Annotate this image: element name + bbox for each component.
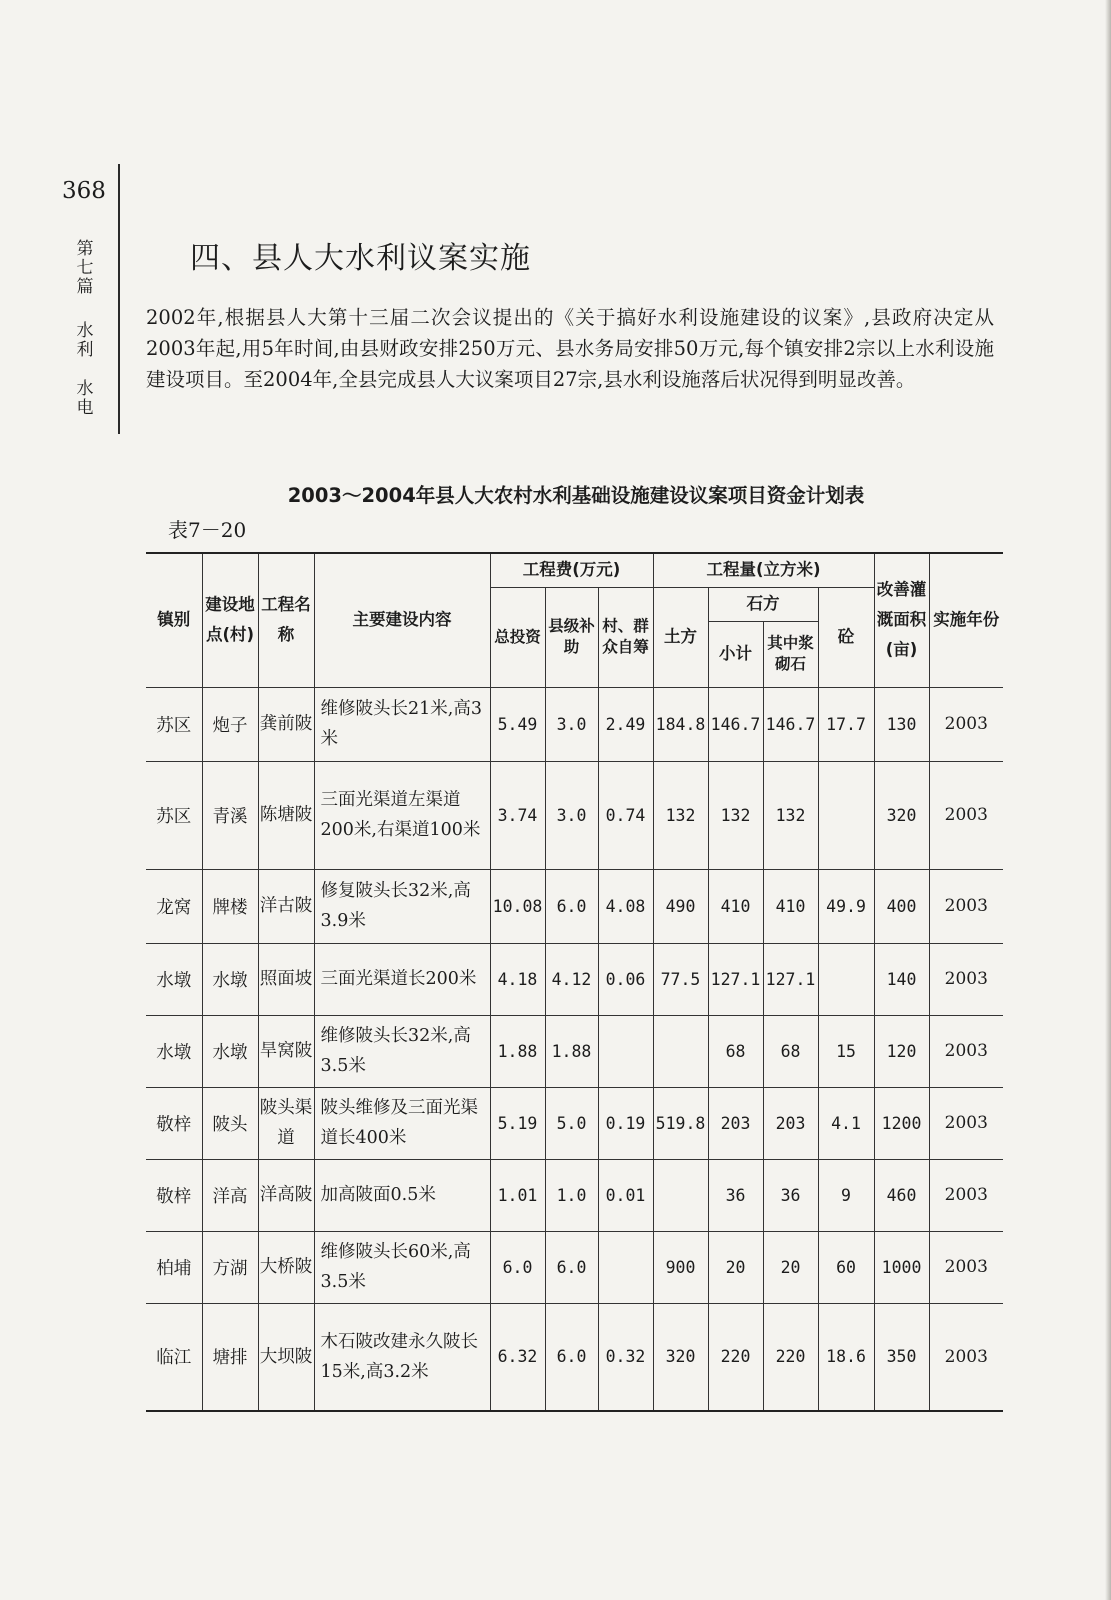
cell-year: 2003 bbox=[929, 761, 1003, 869]
cell-site: 塘排 bbox=[202, 1303, 258, 1411]
cell-site: 水墩 bbox=[202, 943, 258, 1015]
header-total: 总投资 bbox=[490, 587, 545, 687]
side-part-label: 第七篇 bbox=[76, 239, 94, 297]
header-volume: 工程量(立方米) bbox=[653, 553, 874, 587]
cell-mortar: 68 bbox=[763, 1015, 818, 1087]
cell-village: 2.49 bbox=[598, 687, 653, 761]
cell-content: 三面光渠道长200米 bbox=[314, 943, 490, 1015]
cell-county: 1.0 bbox=[545, 1159, 598, 1231]
header-cost: 工程费(万元) bbox=[490, 553, 653, 587]
cell-mortar: 20 bbox=[763, 1231, 818, 1303]
cell-project: 陂头渠道 bbox=[258, 1087, 314, 1159]
cell-concrete: 15 bbox=[818, 1015, 874, 1087]
cell-earth: 519.8 bbox=[653, 1087, 708, 1159]
cell-earth: 490 bbox=[653, 869, 708, 943]
header-site: 建设地点(村) bbox=[202, 553, 258, 687]
project-fund-table bbox=[146, 552, 1003, 1412]
cell-concrete: 9 bbox=[818, 1159, 874, 1231]
cell-village: 4.08 bbox=[598, 869, 653, 943]
cell-subtotal: 132 bbox=[708, 761, 763, 869]
cell-mortar: 220 bbox=[763, 1303, 818, 1411]
cell-project: 旱窝陂 bbox=[258, 1015, 314, 1087]
cell-total: 1.01 bbox=[490, 1159, 545, 1231]
cell-site: 洋高 bbox=[202, 1159, 258, 1231]
cell-content: 维修陂头长60米,高3.5米 bbox=[314, 1231, 490, 1303]
cell-content: 三面光渠道左渠道200米,右渠道100米 bbox=[314, 761, 490, 869]
cell-subtotal: 146.7 bbox=[708, 687, 763, 761]
cell-subtotal: 410 bbox=[708, 869, 763, 943]
cell-village bbox=[598, 1231, 653, 1303]
cell-subtotal: 203 bbox=[708, 1087, 763, 1159]
cell-mortar: 127.1 bbox=[763, 943, 818, 1015]
cell-project: 洋高陂 bbox=[258, 1159, 314, 1231]
scan-edge-shadow bbox=[1105, 0, 1111, 1600]
cell-town: 临江 bbox=[146, 1303, 202, 1411]
cell-county: 1.88 bbox=[545, 1015, 598, 1087]
header-concrete: 砼 bbox=[818, 587, 874, 687]
cell-subtotal: 36 bbox=[708, 1159, 763, 1231]
table-row bbox=[146, 687, 1003, 761]
cell-village: 0.01 bbox=[598, 1159, 653, 1231]
cell-content: 维修陂头长21米,高3米 bbox=[314, 687, 490, 761]
cell-county: 3.0 bbox=[545, 687, 598, 761]
cell-year: 2003 bbox=[929, 687, 1003, 761]
cell-town: 敬梓 bbox=[146, 1159, 202, 1231]
cell-mortar: 410 bbox=[763, 869, 818, 943]
section-title: 四、县人大水利议案实施 bbox=[190, 241, 531, 276]
cell-village: 0.06 bbox=[598, 943, 653, 1015]
cell-area: 1000 bbox=[874, 1231, 929, 1303]
cell-project: 大桥陂 bbox=[258, 1231, 314, 1303]
header-county: 县级补助 bbox=[545, 587, 598, 687]
side-sub-label: 水利 bbox=[76, 321, 94, 360]
cell-site: 陂头 bbox=[202, 1087, 258, 1159]
cell-subtotal: 68 bbox=[708, 1015, 763, 1087]
cell-project: 洋古陂 bbox=[258, 869, 314, 943]
cell-county: 4.12 bbox=[545, 943, 598, 1015]
cell-total: 1.88 bbox=[490, 1015, 545, 1087]
cell-earth: 184.8 bbox=[653, 687, 708, 761]
table-row bbox=[146, 869, 1003, 943]
cell-total: 6.32 bbox=[490, 1303, 545, 1411]
table-row bbox=[146, 1087, 1003, 1159]
cell-earth: 320 bbox=[653, 1303, 708, 1411]
cell-earth bbox=[653, 1159, 708, 1231]
cell-town: 敬梓 bbox=[146, 1087, 202, 1159]
cell-village: 0.19 bbox=[598, 1087, 653, 1159]
header-earth: 土方 bbox=[653, 587, 708, 687]
cell-town: 水墩 bbox=[146, 1015, 202, 1087]
cell-town: 苏区 bbox=[146, 761, 202, 869]
header-project: 工程名称 bbox=[258, 553, 314, 687]
cell-town: 苏区 bbox=[146, 687, 202, 761]
cell-content: 加高陂面0.5米 bbox=[314, 1159, 490, 1231]
cell-content: 木石陂改建永久陂长15米,高3.2米 bbox=[314, 1303, 490, 1411]
cell-subtotal: 20 bbox=[708, 1231, 763, 1303]
cell-project: 大坝陂 bbox=[258, 1303, 314, 1411]
cell-year: 2003 bbox=[929, 869, 1003, 943]
header-stone: 石方 bbox=[708, 587, 818, 621]
cell-concrete: 17.7 bbox=[818, 687, 874, 761]
cell-area: 400 bbox=[874, 869, 929, 943]
cell-content: 维修陂头长32米,高3.5米 bbox=[314, 1015, 490, 1087]
cell-county: 3.0 bbox=[545, 761, 598, 869]
cell-year: 2003 bbox=[929, 1087, 1003, 1159]
cell-year: 2003 bbox=[929, 943, 1003, 1015]
cell-year: 2003 bbox=[929, 1159, 1003, 1231]
cell-area: 140 bbox=[874, 943, 929, 1015]
table-number: 表7－20 bbox=[168, 518, 247, 542]
header-mortar: 其中浆砌石 bbox=[763, 621, 818, 687]
cell-site: 水墩 bbox=[202, 1015, 258, 1087]
cell-county: 6.0 bbox=[545, 1231, 598, 1303]
cell-total: 5.19 bbox=[490, 1087, 545, 1159]
cell-area: 320 bbox=[874, 761, 929, 869]
cell-total: 6.0 bbox=[490, 1231, 545, 1303]
cell-earth bbox=[653, 1015, 708, 1087]
cell-earth: 77.5 bbox=[653, 943, 708, 1015]
cell-county: 5.0 bbox=[545, 1087, 598, 1159]
table-row bbox=[146, 1231, 1003, 1303]
cell-mortar: 146.7 bbox=[763, 687, 818, 761]
cell-site: 方湖 bbox=[202, 1231, 258, 1303]
cell-area: 130 bbox=[874, 687, 929, 761]
cell-county: 6.0 bbox=[545, 869, 598, 943]
cell-area: 1200 bbox=[874, 1087, 929, 1159]
cell-village: 0.32 bbox=[598, 1303, 653, 1411]
side-sub2-label: 水电 bbox=[76, 379, 94, 418]
table-row bbox=[146, 943, 1003, 1015]
table-row bbox=[146, 761, 1003, 869]
cell-concrete bbox=[818, 943, 874, 1015]
header-subtotal: 小计 bbox=[708, 621, 763, 687]
cell-mortar: 203 bbox=[763, 1087, 818, 1159]
margin-rule bbox=[118, 164, 120, 434]
cell-area: 120 bbox=[874, 1015, 929, 1087]
table-row bbox=[146, 1303, 1003, 1411]
cell-total: 5.49 bbox=[490, 687, 545, 761]
cell-village: 0.74 bbox=[598, 761, 653, 869]
cell-area: 350 bbox=[874, 1303, 929, 1411]
cell-area: 460 bbox=[874, 1159, 929, 1231]
cell-subtotal: 127.1 bbox=[708, 943, 763, 1015]
cell-year: 2003 bbox=[929, 1015, 1003, 1087]
cell-content: 修复陂头长32米,高3.9米 bbox=[314, 869, 490, 943]
table-row bbox=[146, 1159, 1003, 1231]
cell-project: 陈塘陂 bbox=[258, 761, 314, 869]
cell-village bbox=[598, 1015, 653, 1087]
table-caption: 2003～2004年县人大农村水利基础设施建设议案项目资金计划表 bbox=[287, 484, 865, 507]
cell-town: 柏埔 bbox=[146, 1231, 202, 1303]
cell-concrete: 60 bbox=[818, 1231, 874, 1303]
cell-earth: 900 bbox=[653, 1231, 708, 1303]
header-area: 改善灌溉面积(亩) bbox=[874, 553, 929, 687]
body-paragraph: 2002年,根据县人大第十三届二次会议提出的《关于搞好水利设施建设的议案》,县政府决定从2003年起,用5年时间,由县财政安排250万元、县水务局安排50万元,每个镇安排2宗以上水利设施建设项目。至2004年,全县完成县人大议案项目27宗,县水利设施落后状况得到明显改善。 bbox=[146, 306, 994, 391]
cell-project: 龚前陂 bbox=[258, 687, 314, 761]
cell-concrete: 4.1 bbox=[818, 1087, 874, 1159]
cell-project: 照面坡 bbox=[258, 943, 314, 1015]
cell-subtotal: 220 bbox=[708, 1303, 763, 1411]
cell-year: 2003 bbox=[929, 1231, 1003, 1303]
cell-site: 青溪 bbox=[202, 761, 258, 869]
header-town: 镇别 bbox=[146, 553, 202, 687]
header-content: 主要建设内容 bbox=[314, 553, 490, 687]
cell-earth: 132 bbox=[653, 761, 708, 869]
cell-town: 龙窝 bbox=[146, 869, 202, 943]
cell-concrete bbox=[818, 761, 874, 869]
table-row bbox=[146, 1015, 1003, 1087]
cell-concrete: 49.9 bbox=[818, 869, 874, 943]
cell-total: 3.74 bbox=[490, 761, 545, 869]
page-number: 368 bbox=[62, 178, 106, 204]
cell-total: 10.08 bbox=[490, 869, 545, 943]
header-village: 村、群众自筹 bbox=[598, 587, 653, 687]
cell-mortar: 132 bbox=[763, 761, 818, 869]
cell-content: 陂头维修及三面光渠道长400米 bbox=[314, 1087, 490, 1159]
cell-site: 炮子 bbox=[202, 687, 258, 761]
cell-county: 6.0 bbox=[545, 1303, 598, 1411]
cell-mortar: 36 bbox=[763, 1159, 818, 1231]
cell-concrete: 18.6 bbox=[818, 1303, 874, 1411]
header-year: 实施年份 bbox=[929, 553, 1003, 687]
cell-year: 2003 bbox=[929, 1303, 1003, 1411]
cell-site: 牌楼 bbox=[202, 869, 258, 943]
cell-town: 水墩 bbox=[146, 943, 202, 1015]
cell-total: 4.18 bbox=[490, 943, 545, 1015]
